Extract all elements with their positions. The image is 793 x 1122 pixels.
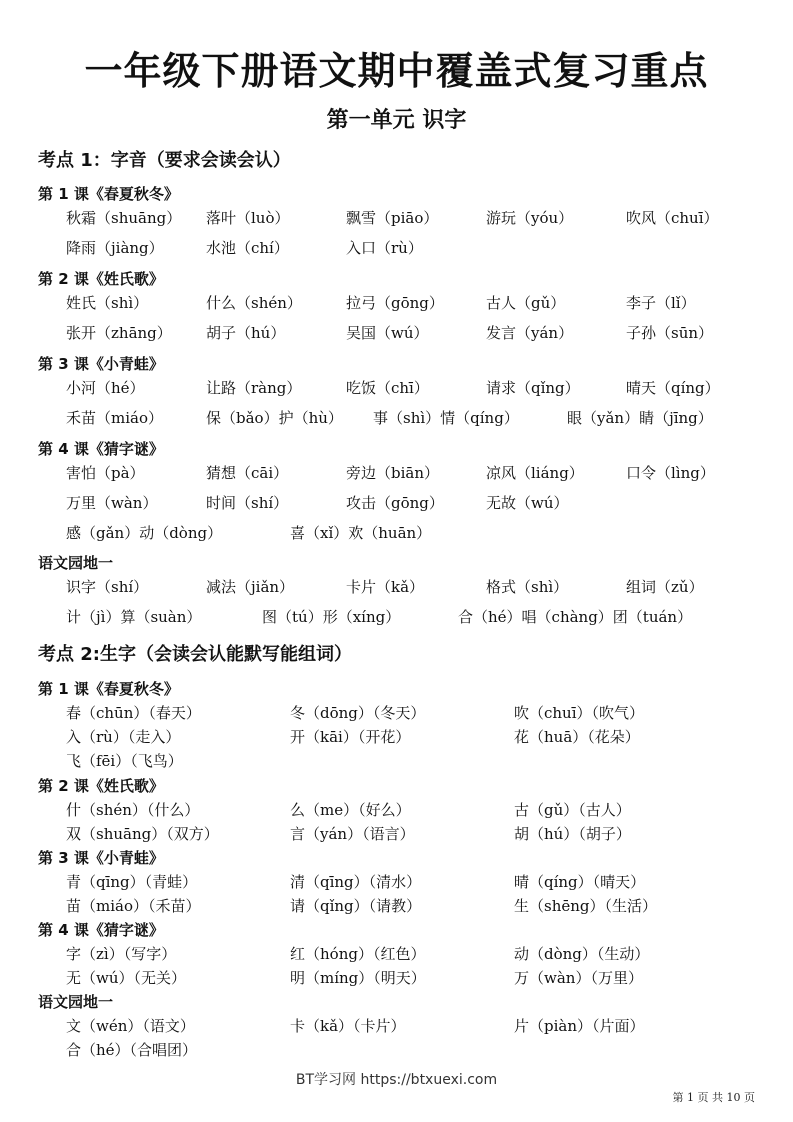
word-item: 请求（qǐng） — [486, 379, 580, 397]
word-item: 害怕（pà） — [66, 464, 145, 482]
char-item: 万（wàn）（万里） — [514, 969, 643, 987]
char-item: 片（piàn）（片面） — [514, 1017, 645, 1035]
word-item: 合（hé）唱（chàng）团（tuán） — [458, 608, 693, 626]
char-row — [0, 749, 793, 773]
word-item: 拉弓（gōng） — [346, 294, 444, 312]
word-row — [0, 320, 793, 346]
word-item: 游玩（yóu） — [486, 209, 574, 227]
char-item: 冬（dōng）（冬天） — [290, 704, 426, 722]
word-item: 吴国（wú） — [346, 324, 429, 342]
lesson-title: 第 4 课《猜字谜》 — [38, 440, 164, 458]
char-item: 字（zì）（写字） — [66, 945, 177, 963]
word-item: 口令（lìng） — [626, 464, 715, 482]
word-item: 李子（lǐ） — [626, 294, 696, 312]
word-item: 禾苗（miáo） — [66, 409, 163, 427]
char-item: 清（qīng）（清水） — [290, 873, 422, 891]
page-number: 第 1 页 共 10 页 — [672, 1091, 755, 1104]
word-row — [0, 290, 793, 316]
word-item: 卡片（kǎ） — [346, 578, 425, 596]
word-row — [0, 405, 793, 431]
word-row — [0, 490, 793, 516]
word-item: 感（gǎn）动（dòng） — [66, 524, 223, 542]
lesson-title: 第 2 课《姓氏歌》 — [38, 270, 164, 288]
char-item: 红（hóng）（红色） — [290, 945, 426, 963]
lesson-title: 第 3 课《小青蛙》 — [38, 849, 164, 867]
word-item: 张开（zhāng） — [66, 324, 172, 342]
word-item: 保（bǎo）护（hù） — [206, 409, 343, 427]
char-row — [0, 798, 793, 822]
lesson-title: 语文园地一 — [38, 993, 114, 1011]
char-item: 晴（qíng）（晴天） — [514, 873, 646, 891]
lesson-title: 第 1 课《春夏秋冬》 — [38, 185, 179, 203]
word-item: 减法（jiǎn） — [206, 578, 295, 596]
char-item: 青（qīng）（青蛙） — [66, 873, 198, 891]
word-item: 让路（ràng） — [206, 379, 302, 397]
char-item: 苗（miáo）（禾苗） — [66, 897, 201, 915]
unit-title: 第一单元 识字 — [326, 108, 467, 133]
word-item: 水池（chí） — [206, 239, 289, 257]
word-item: 飘雪（piāo） — [346, 209, 439, 227]
word-row — [0, 205, 793, 231]
char-row — [0, 1038, 793, 1062]
lesson-title: 第 4 课《猜字谜》 — [38, 921, 164, 939]
lesson-title: 第 2 课《姓氏歌》 — [38, 777, 164, 795]
word-item: 子孙（sūn） — [626, 324, 714, 342]
word-item: 秋霜（shuāng） — [66, 209, 182, 227]
char-item: 古（gǔ）（古人） — [514, 801, 631, 819]
word-item: 图（tú）形（xíng） — [262, 608, 401, 626]
word-item: 计（jì）算（suàn） — [66, 608, 202, 626]
word-item: 事（shì）情（qíng） — [373, 409, 519, 427]
word-item: 吃饭（chī） — [346, 379, 429, 397]
word-item: 吹风（chuī） — [626, 209, 719, 227]
word-item: 攻击（gōng） — [346, 494, 444, 512]
char-row — [0, 1014, 793, 1038]
word-item: 发言（yán） — [486, 324, 574, 342]
word-item: 喜（xǐ）欢（huān） — [290, 524, 432, 542]
word-item: 组词（zǔ） — [626, 578, 704, 596]
section-heading-characters: 考点 2:生字（会读会认能默写能组词） — [38, 644, 352, 665]
word-row — [0, 520, 793, 546]
char-item: 双（shuāng）（双方） — [66, 825, 219, 843]
char-item: 动（dòng）（生动） — [514, 945, 650, 963]
word-item: 晴天（qíng） — [626, 379, 720, 397]
char-row — [0, 966, 793, 990]
char-row — [0, 870, 793, 894]
word-item: 眼（yǎn）睛（jīng） — [567, 409, 713, 427]
word-row — [0, 604, 793, 630]
document-title: 一年级下册语文期中覆盖式复习重点 — [84, 49, 709, 93]
char-item: 什（shén）（什么） — [66, 801, 200, 819]
word-item: 小河（hé） — [66, 379, 145, 397]
char-item: 明（míng）（明天） — [290, 969, 426, 987]
char-item: 胡（hú）（胡子） — [514, 825, 631, 843]
char-item: 文（wén）（语文） — [66, 1017, 195, 1035]
word-item: 胡子（hú） — [206, 324, 286, 342]
word-item: 入口（rù） — [346, 239, 423, 257]
word-item: 古人（gǔ） — [486, 294, 566, 312]
char-row — [0, 942, 793, 966]
word-item: 落叶（luò） — [206, 209, 290, 227]
word-item: 格式（shì） — [486, 578, 569, 596]
word-item: 时间（shí） — [206, 494, 289, 512]
char-item: 言（yán）（语言） — [290, 825, 415, 843]
char-row — [0, 894, 793, 918]
word-item: 识字（shí） — [66, 578, 149, 596]
char-item: 请（qǐng）（请教） — [290, 897, 422, 915]
word-item: 无故（wú） — [486, 494, 569, 512]
char-row — [0, 701, 793, 725]
word-row — [0, 375, 793, 401]
lesson-title: 语文园地一 — [38, 554, 114, 572]
char-item: 春（chūn）（春天） — [66, 704, 201, 722]
word-row — [0, 235, 793, 261]
word-row — [0, 574, 793, 600]
footer-watermark: BT学习网 https://btxuexi.com — [295, 1072, 498, 1088]
char-item: 入（rù）（走入） — [66, 728, 181, 746]
word-row — [0, 460, 793, 486]
section-heading-pronunciation: 考点 1：字音（要求会读会认） — [38, 150, 291, 171]
word-item: 什么（shén） — [206, 294, 302, 312]
char-row — [0, 725, 793, 749]
word-item: 旁边（biān） — [346, 464, 440, 482]
word-item: 万里（wàn） — [66, 494, 158, 512]
char-item: 合（hé）（合唱团） — [66, 1041, 198, 1059]
word-item: 姓氏（shì） — [66, 294, 149, 312]
word-item: 凉风（liáng） — [486, 464, 584, 482]
char-item: 无（wú）（无关） — [66, 969, 187, 987]
word-item: 降雨（jiàng） — [66, 239, 164, 257]
char-item: 么（me）（好么） — [290, 801, 411, 819]
char-item: 开（kāi）（开花） — [290, 728, 411, 746]
char-row — [0, 822, 793, 846]
char-item: 吹（chuī）（吹气） — [514, 704, 645, 722]
lesson-title: 第 1 课《春夏秋冬》 — [38, 680, 179, 698]
char-item: 飞（fēi）（飞鸟） — [66, 752, 183, 770]
char-item: 生（shēng）（生活） — [514, 897, 657, 915]
lesson-title: 第 3 课《小青蛙》 — [38, 355, 164, 373]
char-item: 卡（kǎ）（卡片） — [290, 1017, 406, 1035]
char-item: 花（huā）（花朵） — [514, 728, 640, 746]
word-item: 猜想（cāi） — [206, 464, 289, 482]
